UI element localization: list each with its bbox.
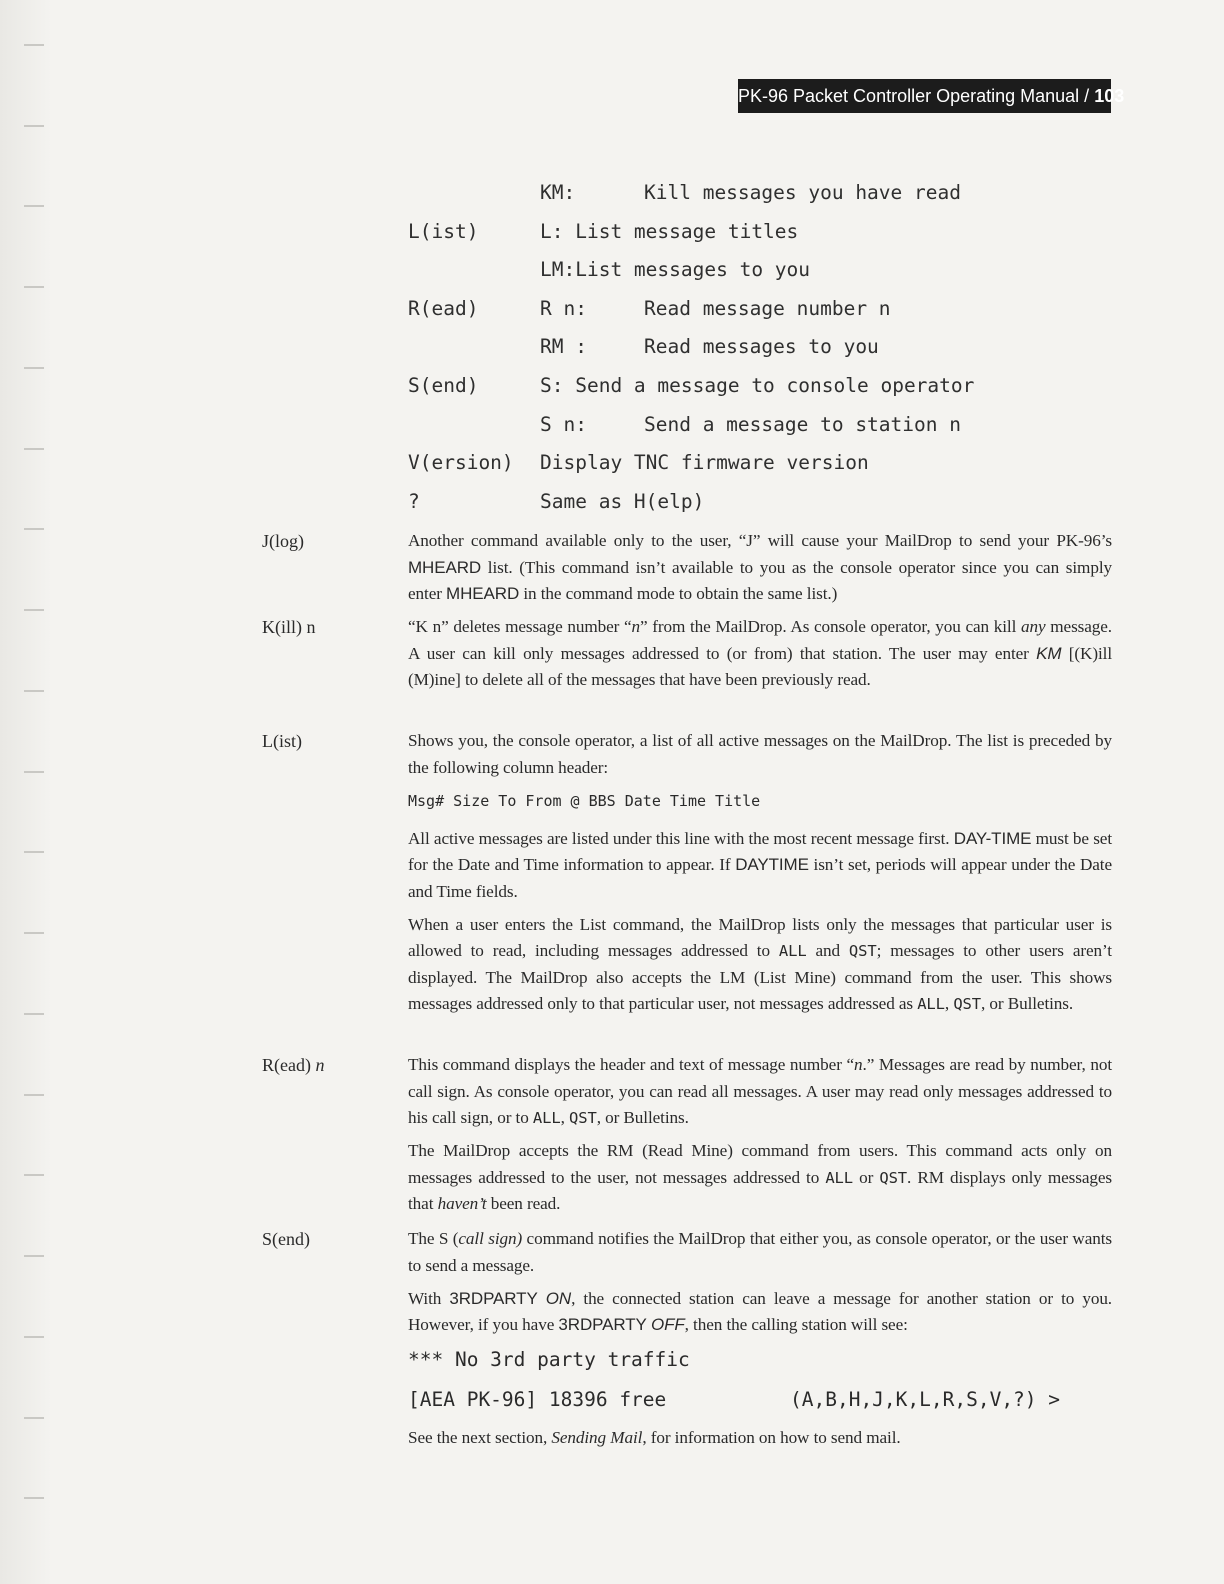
screen-output-line	[408, 1385, 1112, 1419]
entry-list	[262, 728, 1112, 1024]
paragraph: See the next section, Sending Mail, for information on how to send mail.	[408, 1428, 901, 1447]
header-title: PK-96 Packet Controller Operating Manual /	[738, 86, 1095, 106]
parameter-name: DAYTIME	[735, 855, 809, 874]
binding-mark	[24, 205, 44, 207]
command-description: LM:List messages to you	[540, 258, 811, 282]
paragraph: When a user enters the List command, the MailDrop lists only the messages that particular user is allowed to read, including messages addressed to ALL and QST; messages to other users aren’t displayed. The MailDrop also accepts the LM (List Mine) command from the user. This shows messages addressed only to that particular user, not messages addressed as ALL, QST, or Bulletins.	[408, 914, 1112, 1013]
entry-body	[408, 1226, 1112, 1452]
paragraph: The S (call sign) command notifies the MailDrop that either you, as console operator, or the user wants to send a message.	[408, 1229, 1112, 1275]
screen-command-list: (A,B,H,J,K,L,R,S,V,?) >	[790, 1388, 1061, 1411]
command-name: L(ist)	[408, 219, 479, 243]
binding-mark	[24, 1094, 44, 1096]
command-description: Send a message to station n	[644, 412, 961, 436]
command-description: S: Send a message to console operator	[540, 373, 975, 397]
command-description: Read messages to you	[644, 335, 879, 359]
binding-mark	[24, 1255, 44, 1257]
screen-output-line: *** No 3rd party traffic	[408, 1348, 690, 1371]
paragraph: Another command available only to the user, “J” will cause your MailDrop to send your PK-96’s MHEARD list. (This command isn’t available to you as the console operator since you can simply enter MHEARD in the command mode to obtain the same list.)	[408, 531, 1112, 603]
entry-term: L(ist)	[262, 731, 302, 751]
command-description: Same as H(elp)	[540, 489, 705, 513]
paragraph: With 3RDPARTY ON, the connected station can leave a message for another station or to you. However, if you have 3RDPARTY OFF, then the calling station will see:	[408, 1288, 1113, 1334]
binding-mark	[24, 1174, 44, 1176]
paragraph: Shows you, the console operator, a list of all active messages on the MailDrop. The list is preceded by the following column header:	[408, 731, 1112, 777]
command-name: V(ersion)	[408, 451, 514, 475]
paragraph: “K n” deletes message number “n” from the MailDrop. As console operator, you can kill any message. A user can kill only messages addressed to (or from) that station. The user may enter KM [(K)ill (M)ine] to delete all of the messages that have been previously read.	[408, 617, 1113, 689]
command-name: S(end)	[408, 373, 479, 397]
entry-body	[408, 614, 1112, 694]
command-code: RM :	[540, 335, 587, 359]
command-code: KM:	[540, 181, 576, 204]
command-name: R(ead)	[408, 296, 479, 320]
command-code: S n:	[540, 412, 587, 436]
parameter-name: KM	[1036, 643, 1062, 663]
parameter-name: MHEARD	[446, 584, 520, 603]
entry-body	[408, 528, 1112, 608]
binding-mark	[24, 1013, 44, 1015]
parameter-name: 3RDPARTY	[449, 1288, 538, 1308]
command-code: R n:	[540, 296, 587, 320]
column-header-example: Msg# Size To From @ BBS Date Time Title	[408, 791, 761, 810]
entry-body	[408, 728, 1112, 1018]
binding-mark	[24, 448, 44, 450]
entry-term: J(log)	[262, 531, 304, 551]
command-description: Kill messages you have read	[644, 181, 961, 204]
binding-mark	[24, 44, 44, 46]
binding-mark	[24, 771, 44, 773]
paragraph: All active messages are listed under this line with the most recent message first. DAY-TIME must be set for the Date and Time information to appear. If DAYTIME isn’t set, periods will appear under the Date and Time fields.	[408, 828, 1112, 901]
command-description: Read message number n	[644, 296, 891, 320]
entry-term: S(end)	[262, 1229, 310, 1249]
binding-mark	[24, 286, 44, 288]
command-name: ?	[408, 489, 420, 513]
entry-jlog	[262, 528, 1112, 614]
entry-body	[408, 1052, 1112, 1218]
entry-term: R(ead) n	[262, 1055, 325, 1075]
parameter-name: 3RDPARTY	[558, 1315, 647, 1334]
entry-read	[262, 1052, 1112, 1224]
binding-margin	[0, 0, 52, 1584]
screen-prompt: [AEA PK-96] 18396 free	[408, 1388, 667, 1411]
running-header	[738, 79, 1125, 113]
entry-send	[262, 1226, 1112, 1458]
page-number: 103	[1094, 86, 1125, 106]
binding-mark	[24, 1417, 44, 1419]
binding-mark	[24, 528, 44, 530]
binding-mark	[24, 1497, 44, 1499]
paragraph: The MailDrop accepts the RM (Read Mine) command from users. This command acts only on messages addressed to the user, not messages addressed to ALL or QST. RM displays only messages that haven’t been read.	[408, 1141, 1112, 1213]
paragraph: This command displays the header and text of message number “n.” Messages are read by number, not call sign. As console operator, you can read all messages. A user may read only messages addressed to his call sign, or to ALL, QST, or Bulletins.	[408, 1055, 1112, 1127]
entry-kill	[262, 614, 1112, 700]
binding-mark	[24, 932, 44, 934]
command-description: Display TNC firmware version	[540, 451, 869, 475]
binding-mark	[24, 690, 44, 692]
binding-mark	[24, 1336, 44, 1338]
command-description: L: List message titles	[540, 219, 799, 243]
binding-mark	[24, 851, 44, 853]
binding-mark	[24, 609, 44, 611]
parameter-name: DAY-TIME	[953, 828, 1032, 848]
binding-mark	[24, 125, 44, 127]
parameter-name: MHEARD	[408, 557, 482, 577]
entry-term: K(ill) n	[262, 617, 316, 637]
binding-mark	[24, 367, 44, 369]
